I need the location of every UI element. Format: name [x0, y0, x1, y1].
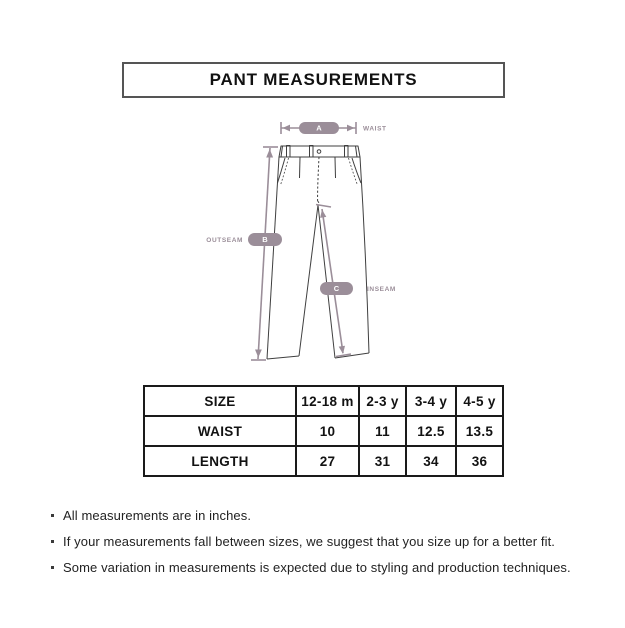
page-title: PANT MEASUREMENTS: [209, 70, 418, 89]
row-label-waist: WAIST: [144, 416, 296, 446]
table-header-size: SIZE: [144, 386, 296, 416]
notes-list: [51, 507, 596, 585]
inseam-label: INSEAM: [367, 286, 396, 293]
inseam-badge-letter: C: [333, 284, 340, 294]
title-box: [122, 62, 505, 98]
pants-outline: [267, 146, 369, 360]
inseam-arrow-down-icon: [339, 346, 345, 354]
waist-badge-letter: A: [316, 123, 322, 133]
outseam-arrow-down-icon: [255, 350, 262, 358]
table-header-12-18m: 12-18 m: [296, 386, 359, 416]
outseam-arrow-up-icon: [266, 149, 273, 158]
waist-arrow-left-icon: [283, 125, 291, 132]
outseam-badge-letter: B: [262, 235, 268, 245]
row-label-length: LENGTH: [144, 446, 296, 476]
size-table: [143, 385, 504, 477]
waist-measure: [281, 122, 356, 134]
length-value: 27: [296, 446, 359, 476]
waist-arrow-right-icon: [347, 125, 355, 132]
table-row-waist: [144, 416, 503, 446]
waist-value: 11: [359, 416, 406, 446]
note-text: All measurements are in inches.: [63, 508, 252, 523]
inseam-measure: [316, 205, 353, 357]
table-row-length: [144, 446, 503, 476]
table-header-2-3y: 2-3 y: [359, 386, 406, 416]
length-value: 31: [359, 446, 406, 476]
table-header-4-5y: 4-5 y: [456, 386, 503, 416]
table-header-3-4y: 3-4 y: [406, 386, 456, 416]
outseam-label: OUTSEAM: [206, 237, 243, 244]
waist-value: 12.5: [406, 416, 456, 446]
length-value: 34: [406, 446, 456, 476]
pants-diagram-svg: [195, 105, 435, 385]
list-item: [51, 559, 596, 576]
waist-value: 13.5: [456, 416, 503, 446]
note-text: If your measurements fall between sizes, we suggest that you size up for a better fit.: [63, 534, 556, 549]
outseam-measure: [248, 147, 282, 360]
bullet-icon: [51, 514, 54, 517]
list-item: [51, 533, 596, 550]
bullet-icon: [51, 566, 54, 569]
bullet-icon: [51, 540, 54, 543]
note-text: Some variation in measurements is expected due to styling and production techniques.: [63, 560, 571, 575]
list-item: [51, 507, 596, 524]
inseam-arrow-up-icon: [320, 210, 326, 218]
table-header-row: [144, 386, 503, 416]
pants-diagram: [195, 105, 435, 385]
waist-value: 10: [296, 416, 359, 446]
waist-label: WAIST: [363, 125, 387, 133]
length-value: 36: [456, 446, 503, 476]
